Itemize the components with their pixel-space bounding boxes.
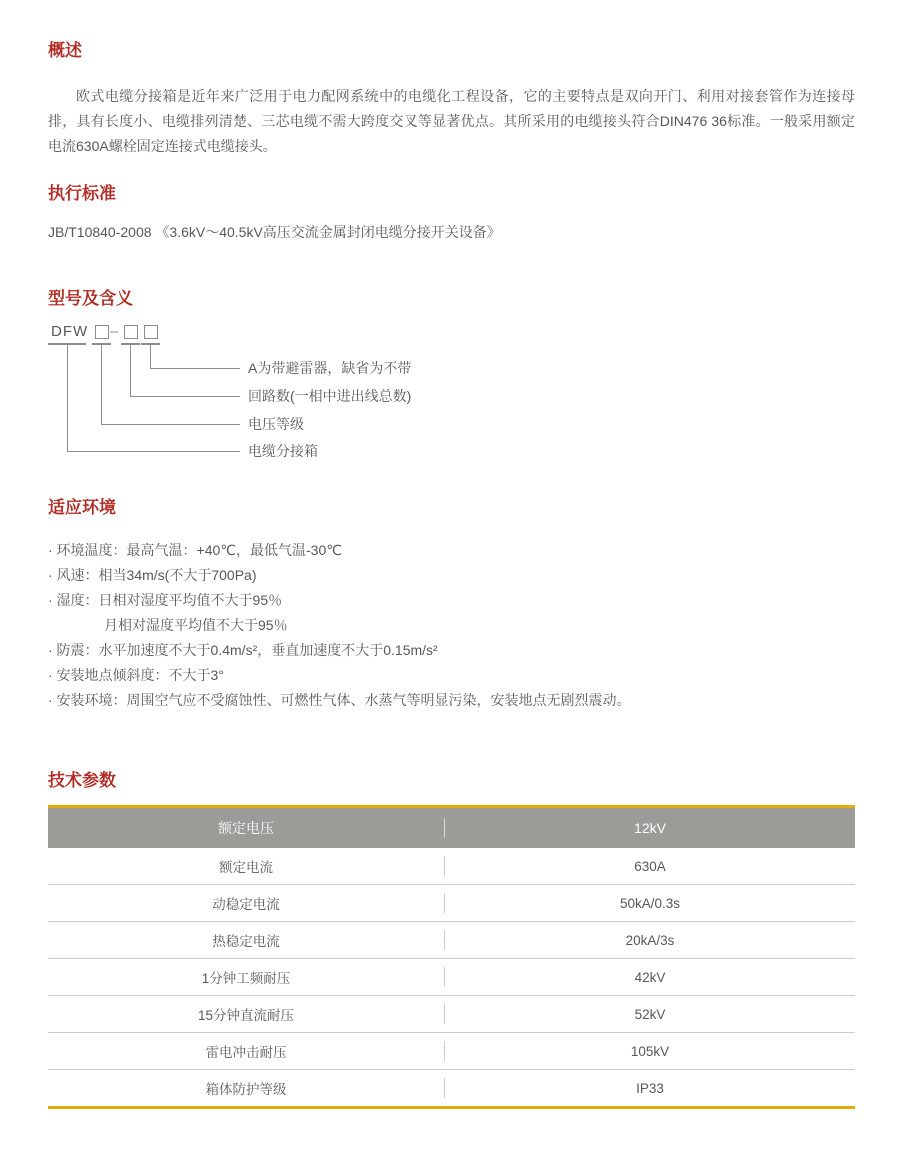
- table-row: [48, 884, 855, 921]
- env-item-seismic: · 防震：水平加速度不大于0.4m/s²，垂直加速度不大于0.15m/s²: [48, 642, 438, 658]
- param-value: 105kV: [630, 1043, 670, 1059]
- model-heading: 型号及含义: [48, 289, 133, 308]
- param-value: 20kA/3s: [625, 932, 675, 948]
- param-name: 动稳定电流: [48, 893, 445, 913]
- param-value: 630A: [634, 858, 666, 874]
- model-prefix-text: DFW: [51, 323, 89, 340]
- table-row: [48, 921, 855, 958]
- env-item-tilt: · 安装地点倾斜度：不大于3°: [48, 667, 224, 683]
- table-header-param: 额定电压: [48, 818, 445, 838]
- table-bottom-accent-line: [48, 1106, 855, 1109]
- connector-horizontal-box-3: [150, 368, 240, 369]
- model-placeholder-box-1: [95, 325, 109, 339]
- tech-params-table: [48, 805, 855, 1109]
- environment-list: [48, 540, 855, 710]
- connector-vertical-box-1: [101, 345, 102, 424]
- param-name: 15分钟直流耐压: [48, 1004, 445, 1024]
- table-header-value: 12kV: [634, 820, 666, 836]
- model-meaning-arrester: A为带避雷器，缺省为不带: [248, 360, 412, 376]
- table-row: [48, 1069, 855, 1106]
- param-name: 1分钟工频耐压: [48, 967, 445, 987]
- table-row: [48, 995, 855, 1032]
- env-item-installation: · 安装环境：周围空气应不受腐蚀性、可燃性气体、水蒸气等明显污染，安装地点无剧烈震动。: [48, 692, 631, 708]
- env-item-temperature: · 环境温度：最高气温：+40℃，最低气温-30℃: [48, 542, 342, 558]
- connector-vertical-prefix: [67, 345, 68, 451]
- model-meaning-box-type: 电缆分接箱: [248, 443, 318, 459]
- param-name: 热稳定电流: [48, 930, 445, 950]
- table-row: [48, 848, 855, 884]
- overview-paragraph: 欧式电缆分接箱是近年来广泛用于电力配网系统中的电缆化工程设备，它的主要特点是双向开门、利用对接套管作为连接母排，具有长度小、电缆排列清楚、三芯电缆不需大跨度交叉等显著优点。其所采用的电缆接头符合DIN476 36标准。一般采用额定电流630A螺栓固定连接式电缆接头。: [48, 88, 855, 154]
- param-value: 50kA/0.3s: [619, 895, 681, 911]
- model-placeholder-box-2: [124, 325, 138, 339]
- env-item-wind: · 风速：相当34m/s(不大于700Pa): [48, 567, 257, 583]
- param-value: 42kV: [634, 969, 666, 985]
- table-header-row: [48, 808, 855, 848]
- param-name: 雷电冲击耐压: [48, 1041, 445, 1061]
- table-row: [48, 958, 855, 995]
- param-value: IP33: [636, 1080, 664, 1096]
- connector-horizontal-box-2: [130, 396, 240, 397]
- connector-horizontal-prefix: [67, 451, 240, 452]
- model-designation-diagram: [48, 322, 855, 467]
- connector-horizontal-box-1: [101, 424, 240, 425]
- param-name: 箱体防护等级: [48, 1078, 445, 1098]
- model-placeholder-box-3: [144, 325, 158, 339]
- model-meaning-voltage: 电压等级: [248, 416, 304, 432]
- connector-vertical-box-3: [150, 345, 151, 368]
- param-name: 额定电流: [48, 856, 445, 876]
- parameters-heading: 技术参数: [48, 771, 116, 790]
- overview-heading: 概述: [48, 41, 82, 60]
- connector-vertical-box-2: [130, 345, 131, 396]
- standard-text: JB/T10840-2008 《3.6kV～40.5kV高压交流金属封闭电缆分接开关设备》: [48, 224, 501, 240]
- environment-heading: 适应环境: [48, 498, 116, 517]
- standard-heading: 执行标准: [48, 184, 116, 203]
- model-dash: –: [110, 323, 119, 340]
- table-row: [48, 1032, 855, 1069]
- model-meaning-circuits: 回路数(一相中进出线总数): [248, 388, 412, 404]
- env-item-humidity-daily: · 湿度：日相对湿度平均值不大于95％: [48, 592, 283, 608]
- param-value: 52kV: [634, 1006, 666, 1022]
- env-item-humidity-monthly: 月相对湿度平均值不大于95％: [104, 617, 288, 633]
